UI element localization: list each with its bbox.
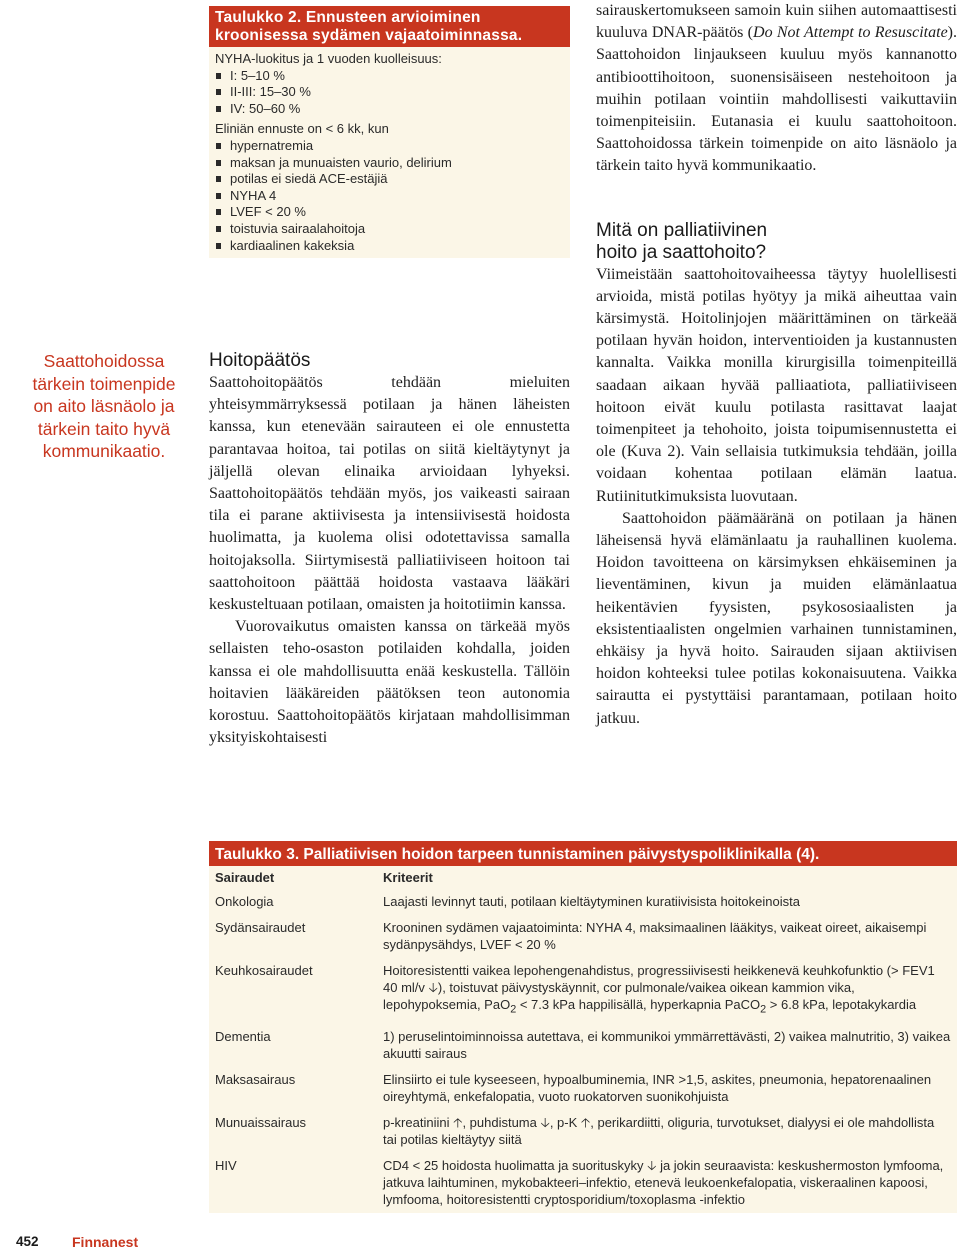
table-row <box>209 889 957 915</box>
disease-cell: Onkologia <box>215 894 274 909</box>
disease-cell: Maksasairaus <box>215 1071 296 1087</box>
disease-cell: Munuaissairaus <box>215 1114 307 1130</box>
text-span: sairauskertomukseen samoin kuin siihen automaattisesti kuuluva DNAR-päätös ( <box>596 2 957 42</box>
list-item: hypernatremia <box>215 138 564 155</box>
arrow-down-icon: 🡣 <box>540 1114 550 1130</box>
text-span: > 6.8 kPa, lepotakykardia <box>766 997 917 1012</box>
paragraph: Vuorovaikutus omaisten kanssa on tärkeää myös sellaisten teho-osaston potilaiden kohdalla, joiden kanssa ei ole mahdollisuutta enää keskustella. Tällöin hoitavien lääkäreiden päätöksen teon autonomia korostuu. Saattohoitopäätös kirjataan mahdollisimman yksityiskohtaisesti <box>209 618 570 747</box>
disease-cell: Sydänsairaudet <box>215 920 306 935</box>
italic-term: Do Not Attempt to Resuscitate <box>753 24 948 42</box>
subscript: 2 <box>510 1003 517 1016</box>
table-row <box>209 1067 957 1110</box>
text-span: ja jokin seuraavista: keskushermoston lymfooma, jatkuva laihtuminen, mykobakteeri–infektio, etenevä leukoenkefalopatia, viskeraalinen kapoosi, lymfooma, hoitoresistentti cryptosporidium/toxoplasma -infektio <box>383 1157 944 1207</box>
list-item: kardiaalinen kakeksia <box>215 238 564 255</box>
table-row <box>209 1024 957 1067</box>
table2-group2-title: Eliniän ennuste on < 6 kk, kun <box>215 121 389 137</box>
heading-line: Mitä on palliatiivinen <box>596 219 768 241</box>
table3-box <box>209 841 957 1213</box>
text-span: CD4 < 25 hoidosta huolimatta ja suorituskyky <box>383 1157 648 1173</box>
table2-group2-list <box>215 138 564 254</box>
arrow-up-icon: 🡡 <box>453 1114 463 1130</box>
right-column <box>596 0 957 730</box>
list-item: LVEF < 20 % <box>215 204 564 221</box>
list-item: I: 5–10 % <box>215 68 564 85</box>
section-hoitopaatos <box>209 350 570 749</box>
table3 <box>209 866 957 1213</box>
column-header: Kriteerit <box>383 870 433 885</box>
criteria-cell: 1) peruselintoiminnoissa autettava, ei kommunikoi ymmärrettävästi, 2) vaikea malnutritio, 3) vaikea akuutti sairaus <box>383 1028 951 1061</box>
table2-box <box>209 6 570 258</box>
column-header: Sairaudet <box>215 870 275 885</box>
paragraph: Viimeistään saattohoitovaiheessa täytyy huolellisesti arvioida, mistä potilas hyötyy ja mikä aiheuttaa vain kärsimystä. Hoitolinjojen määrittäminen on tärkeää potilaan hyvän hoidon, interventioiden ja kustannusten kannalta. Vaikka monilla kirurgisilla toimenpiteillä saadaan aikaan hyvää palliaatiota, palliatiiviseen hoitoon eivät kuulu potilasta rasittavat laajat toimenpiteet ja tehohoito, joista toipumisennustetta ei ole (Kuva 2). Vain sellaisia tutkimuksia tehdään, joilla voidaan kohentaa potilaan elämän laatua. Rutiinitutkimuksista luovutaan. <box>596 265 957 505</box>
table2-group1-title: NYHA-luokitus ja 1 vuoden kuolleisuus: <box>215 51 442 66</box>
table2-title: Taulukko 2. Ennusteen arvioiminen kroonisessa sydämen vajaatoiminnassa. <box>209 6 570 47</box>
list-item: maksan ja munuaisten vaurio, delirium <box>215 155 564 172</box>
criteria-cell <box>377 958 957 1024</box>
text-span: , puhdistuma <box>462 1114 541 1130</box>
table2-group1-list <box>215 68 564 118</box>
list-item: toistuvia sairaalahoitoja <box>215 221 564 238</box>
list-item: IV: 50–60 % <box>215 101 564 118</box>
pull-quote: Saattohoidossa tärkein toimenpide on aito läsnäolo ja tärkein taito hyvä kommunikaatio. <box>32 351 176 461</box>
section-heading <box>596 220 957 264</box>
paragraph: Saattohoitopäätös tehdään mieluiten yhteisymmärryksessä potilaan ja hänen läheisten kanssa, kun etenevään sairauteen ei ole ennustetta parantavaa hoitoa, tai potilas on siitä kieltäytynyt ja jäljellä olevan elinaika arvioidaan lyhyeksi. Saattohoitopäätös tehdään myös, jos vaikeasti sairaan tila ei parane aktiivisesta ja intensiivisestä hoidosta huolimatta, ja kuolema olisi odotettavissa samalla hoitojaksolla. Siirtymisestä palliatiiviseen hoitoon tai saattohoitoon päättää hoidosta vastaava lääkäri keskusteltuaan potilaan, omaisten ja hoitotiimin kanssa. <box>209 374 570 614</box>
subscript: 2 <box>760 1003 767 1016</box>
table-row <box>209 915 957 958</box>
criteria-cell: Laajasti levinnyt tauti, potilaan kieltäytyminen kuratiivisista hoitokeinoista <box>383 894 800 909</box>
paragraph-continued <box>596 0 957 178</box>
criteria-cell: Elinsiirto ei tule kyseeseen, hypoalbuminemia, INR >1,5, askites, pneumonia, hepatorenaalinen oireyhtymä, enkefalopatia, vuoto ruokatorven suonikohjuista <box>383 1071 932 1104</box>
text-span: < 7.3 kPa happilisällä, hyperkapnia PaCO <box>516 997 761 1012</box>
text-span: , p-K <box>549 1114 581 1130</box>
list-item: NYHA 4 <box>215 188 564 205</box>
heading-line: hoito ja saattohoito? <box>596 241 767 263</box>
text-span: Hoitoresistentti vaikea lepohengenahdistus, progressiivisesti heikkenevä keuhkofunktio (> FEV1 40 ml/v <box>383 963 935 995</box>
text-span: ), toistuvat päivystyskäynnit, cor pulmonale/vaikea oikean kammion vika, lepohypoksemia, PaO <box>383 980 855 1012</box>
disease-cell: Keuhkosairaudet <box>215 963 313 978</box>
criteria-cell <box>377 1110 957 1153</box>
section-heading: Hoitopäätös <box>209 350 311 371</box>
table3-title: Taulukko 3. Palliatiivisen hoidon tarpeen tunnistaminen päivystyspoliklinikalla (4). <box>209 841 957 866</box>
text-span: ). Saattohoidon linjaukseen kuuluu myös kannanotto antibioottihoitoon, suonensisäiseen nestehoitoon ja muihin potilaan vointiin mahdollisesti vaikuttaviin toimenpiteisiin. Eutanasia ei kuulu saattohoitoon. Saattohoidossa tärkein toimenpide on aito läsnäolo ja tärkein taito hyvä kommunikaatio. <box>596 24 957 175</box>
table-row <box>209 958 957 1024</box>
text-span: p-kreatiniini <box>383 1114 454 1130</box>
arrow-down-icon: 🡣 <box>428 980 438 995</box>
table-row <box>209 1110 957 1153</box>
criteria-cell <box>377 1153 957 1213</box>
arrow-down-icon: 🡣 <box>647 1157 657 1173</box>
criteria-cell: Krooninen sydämen vajaatoiminta: NYHA 4, maksimaalinen lääkitys, vaikeat oireet, aikaisempi sydänpysähdys, LVEF < 20 % <box>383 920 927 952</box>
page-number: 452 <box>16 1234 39 1249</box>
brand-name: Finnanest <box>72 1234 139 1250</box>
list-item: potilas ei siedä ACE-estäjiä <box>215 171 564 188</box>
list-item: II-III: 15–30 % <box>215 84 564 101</box>
disease-cell: Dementia <box>215 1028 271 1044</box>
paragraph: Saattohoidon päämääränä on potilaan ja hänen läheisensä hyvä elämänlaatu ja rauhallinen kuolema. Hoidon tavoitteena on kärsimyksen ehkäiseminen ja lieventäminen, kivun ja muiden elämänlaatua heikentävien fyysisten, psykososiaalisten ja eksistentiaalisten ongelmien varhainen tunnistaminen, ehkäisy ja hyvä hoito. Sairauden sijaan aktiivisen hoidon kohteeksi tulee potilas kokonaisuutena. Vaikka sairautta ei pystyttäisi parantamaan, potilaan hoito jatkuu. <box>596 509 957 727</box>
text-span: , perikardiitti, oliguria, turvotukset, dialyysi ei ole mahdollista tai potilas kieltäytyy siitä <box>383 1114 935 1147</box>
disease-cell: HIV <box>215 1157 237 1173</box>
table-header-row <box>209 866 957 889</box>
arrow-up-icon: 🡡 <box>580 1114 591 1130</box>
table-row <box>209 1153 957 1213</box>
